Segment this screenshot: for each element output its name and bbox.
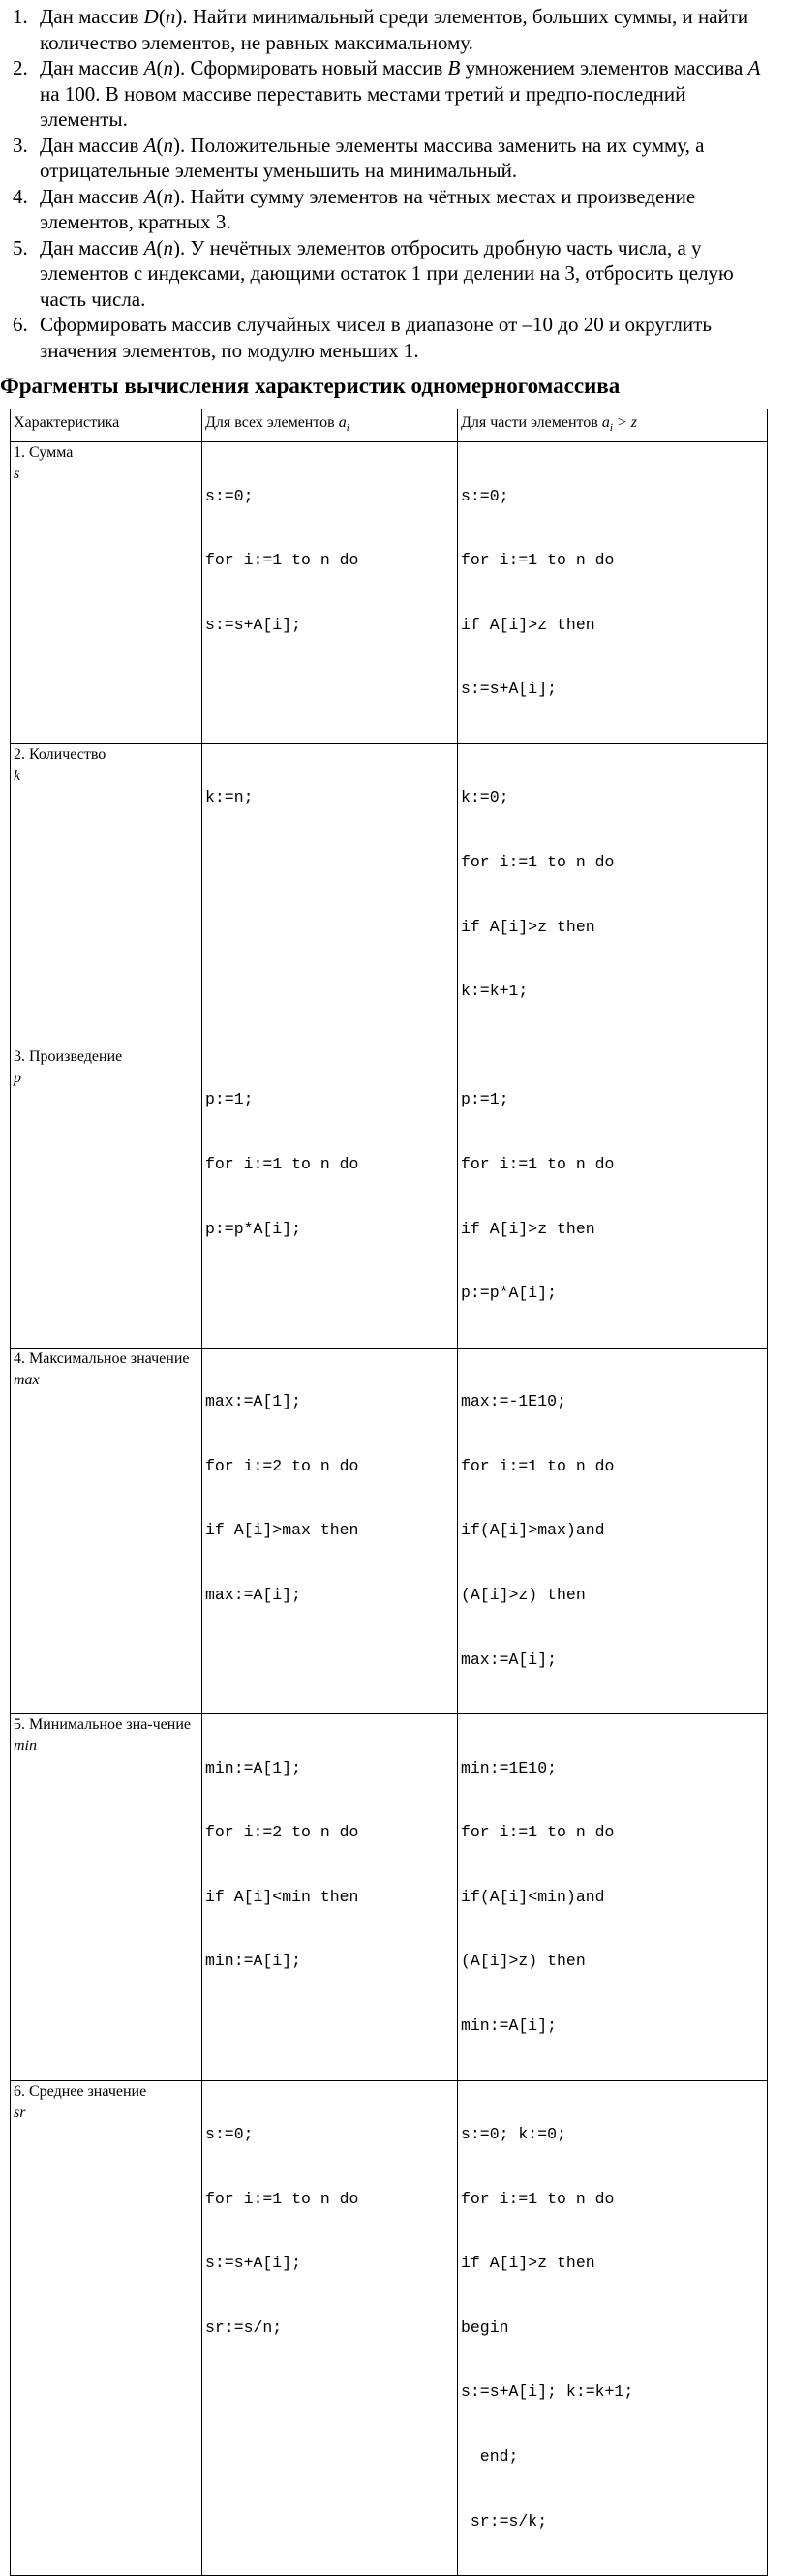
- array-name: A: [747, 56, 761, 79]
- code-line: [461, 1520, 767, 1541]
- code-line: for i:=1 to n do: [461, 1154, 615, 1173]
- task-text: Дан массив: [40, 133, 144, 157]
- code-line: for i:=1 to n do: [461, 853, 615, 872]
- characteristic-name: 5. Минимальное зна-чение: [14, 1716, 191, 1734]
- table-header-row: [11, 409, 768, 442]
- header-label: Характеристика: [14, 414, 120, 431]
- code-all-cell: [202, 1046, 458, 1348]
- code-all-cell: [202, 1714, 458, 2080]
- code-line: p:=p*A[i];: [205, 1219, 302, 1238]
- characteristic-symbol: sr: [14, 2104, 26, 2121]
- task-text: Дан массив: [40, 235, 144, 259]
- code-line: max:=-1E10;: [461, 1392, 566, 1411]
- code-line: if A[i]>max then: [205, 1521, 359, 1540]
- characteristic-cell: [11, 2080, 202, 2576]
- array-name: A: [143, 184, 157, 208]
- code-line: s:=0;: [205, 2125, 254, 2144]
- task-text: Дан массив: [40, 184, 144, 208]
- code-line: for i:=1 to n do: [205, 2189, 359, 2208]
- task-text: Дан массив: [40, 5, 144, 28]
- code-part-cell: [458, 2080, 768, 2576]
- code-token: if: [461, 1887, 480, 1906]
- code-line: for i:=1 to n do: [205, 551, 359, 570]
- table-row: [11, 1046, 768, 1348]
- code-line: s:=0;: [461, 486, 509, 505]
- code-line: begin: [461, 2318, 509, 2337]
- code-line: s:=s+A[i];: [461, 680, 558, 699]
- characteristic-cell: [11, 744, 202, 1046]
- task-number: 1.: [13, 5, 28, 28]
- task-item: [13, 55, 777, 133]
- task-text: ). Положительные элементы массива заменить на их сумму, а отрицательные элементы уменьшить на минимальный.: [40, 133, 705, 182]
- array-name: A: [143, 235, 157, 259]
- characteristic-symbol: k: [14, 768, 21, 785]
- code-line: if A[i]>z then: [461, 615, 595, 634]
- task-text: (: [156, 184, 164, 208]
- task-text: ). Сформировать новый массив: [172, 56, 448, 79]
- code-line: s:=s+A[i];: [205, 615, 302, 634]
- characteristic-cell: [11, 1714, 202, 2080]
- code-line: max:=A[i];: [205, 1585, 302, 1604]
- code-line: min:=A[i];: [205, 1952, 302, 1971]
- code-line: (A[i]>z) then: [461, 1952, 586, 1971]
- task-number: 6.: [13, 313, 28, 336]
- task-text: Дан массив: [40, 56, 144, 79]
- header-var: a: [338, 414, 347, 431]
- header-condition: > z: [612, 414, 637, 431]
- code-token: and: [575, 1887, 605, 1906]
- task-text: на 100. В новом массиве переставить местами третий и предпо-последний элементы.: [40, 81, 686, 131]
- header-var: a: [601, 414, 610, 431]
- code-line: k:=0;: [461, 788, 509, 807]
- task-text: ). У нечётных элементов отбросить дробную часть числа, а у элементов с индексами, дающими остаток 1 при делении на 3, отбросить целую часть числа.: [40, 235, 734, 311]
- characteristic-name: 6. Среднее значение: [14, 2082, 147, 2100]
- task-number: 3.: [13, 133, 28, 157]
- code-line: if A[i]>z then: [461, 1219, 595, 1238]
- code-line: sr:=s/k;: [461, 2511, 548, 2531]
- header-part-elements: [458, 409, 768, 442]
- array-name: D: [143, 5, 159, 28]
- code-line: if A[i]>z then: [461, 917, 595, 936]
- task-list: [13, 4, 777, 363]
- code-line: for i:=2 to n do: [205, 1823, 359, 1842]
- code-token: (A[i]<min): [479, 1887, 576, 1906]
- header-all-elements: [202, 409, 458, 442]
- task-text: умножением элементов массива: [460, 56, 748, 79]
- code-part-cell: [458, 442, 768, 744]
- characteristic-cell: [11, 442, 202, 744]
- code-line: for i:=1 to n do: [461, 551, 615, 570]
- characteristic-symbol: p: [14, 1069, 21, 1086]
- code-token: and: [575, 1521, 605, 1540]
- code-line: if A[i]>z then: [461, 2254, 595, 2273]
- code-line: min:=A[i];: [461, 2016, 558, 2036]
- task-item: [13, 184, 777, 235]
- header-subscript: i: [346, 422, 349, 435]
- characteristic-symbol: max: [14, 1371, 40, 1388]
- table-row: [11, 1348, 768, 1713]
- code-line: for i:=1 to n do: [461, 1823, 615, 1842]
- code-line: for i:=2 to n do: [205, 1456, 359, 1475]
- task-item: [13, 133, 777, 184]
- header-label: Для части элементов: [461, 414, 602, 431]
- task-item: [13, 235, 777, 313]
- code-line: max:=A[i];: [461, 1650, 558, 1669]
- characteristic-symbol: s: [14, 466, 20, 483]
- code-line: s:=s+A[i];: [205, 2254, 302, 2273]
- task-text: ). Найти сумму элементов на чётных местах и произведение элементов, кратных 3.: [40, 184, 696, 233]
- code-line: for i:=1 to n do: [461, 1456, 615, 1475]
- code-token: if: [461, 1521, 480, 1540]
- table-row: [11, 2080, 768, 2576]
- array-size: n: [165, 5, 176, 28]
- array-name: A: [143, 133, 157, 157]
- code-line: k:=n;: [205, 788, 254, 807]
- table-row: [11, 744, 768, 1046]
- code-line: max:=A[1];: [205, 1392, 302, 1411]
- task-item: [13, 312, 777, 363]
- array-size: n: [163, 133, 173, 157]
- characteristic-cell: [11, 1348, 202, 1713]
- code-line: s:=0;: [205, 486, 254, 505]
- code-line: end;: [461, 2447, 519, 2467]
- task-number: 2.: [13, 56, 28, 79]
- header-label: Для всех элементов: [205, 414, 339, 431]
- code-part-cell: [458, 744, 768, 1046]
- characteristic-name: 2. Количество: [14, 746, 106, 764]
- characteristic-name: 3. Произведение: [14, 1047, 123, 1065]
- code-line: (A[i]>z) then: [461, 1585, 586, 1604]
- characteristic-symbol: min: [14, 1738, 37, 1755]
- task-number: 5.: [13, 235, 28, 259]
- characteristic-name: 4. Максимальное значение: [14, 1349, 190, 1367]
- code-token: (A[i]>max): [479, 1521, 576, 1540]
- code-line: min:=1E10;: [461, 1758, 558, 1777]
- task-item: [13, 4, 777, 55]
- task-number: 4.: [13, 184, 28, 208]
- code-line: sr:=s/n;: [205, 2318, 283, 2337]
- task-text: (: [156, 133, 164, 157]
- table-row: [11, 442, 768, 744]
- code-line: for i:=1 to n do: [205, 1154, 359, 1173]
- code-line: s:=0; k:=0;: [461, 2125, 566, 2144]
- code-line: min:=A[1];: [205, 1758, 302, 1777]
- code-line: k:=k+1;: [461, 982, 529, 1001]
- code-all-cell: [202, 1348, 458, 1713]
- header-characteristic: [11, 409, 202, 442]
- code-all-cell: [202, 2080, 458, 2576]
- header-subscript: i: [609, 422, 613, 435]
- characteristic-name: 1. Сумма: [14, 444, 74, 462]
- array-size: n: [163, 56, 173, 79]
- characteristic-cell: [11, 1046, 202, 1348]
- code-all-cell: [202, 744, 458, 1046]
- task-text: Сформировать массив случайных чисел в диапазоне от –10 до 20 и округлить значения элементов, по модулю меньших 1.: [40, 313, 712, 362]
- table-row: [11, 1714, 768, 2080]
- characteristics-table: [10, 409, 768, 2576]
- code-all-cell: [202, 442, 458, 744]
- code-part-cell: [458, 1046, 768, 1348]
- code-line: [461, 1887, 767, 1908]
- code-line: p:=1;: [205, 1090, 254, 1109]
- code-line: p:=p*A[i];: [461, 1284, 558, 1303]
- task-text: ). Найти минимальный среди элементов, больших суммы, и найти количество элементов, не равных максимальному.: [40, 5, 749, 54]
- code-line: for i:=1 to n do: [461, 2189, 615, 2208]
- code-line: s:=s+A[i]; k:=k+1;: [461, 2382, 634, 2402]
- code-part-cell: [458, 1714, 768, 2080]
- task-text: (: [158, 5, 166, 28]
- array-size: n: [163, 184, 173, 208]
- task-text: (: [156, 235, 164, 259]
- code-part-cell: [458, 1348, 768, 1713]
- array-size: n: [163, 235, 173, 259]
- array-name: A: [143, 56, 157, 79]
- array-name: B: [447, 56, 461, 79]
- task-text: (: [156, 56, 164, 79]
- code-line: if A[i]<min then: [205, 1887, 359, 1906]
- section-title: Фрагменты вычисления характеристик одномерногомассива: [0, 374, 621, 398]
- code-line: p:=1;: [461, 1090, 509, 1109]
